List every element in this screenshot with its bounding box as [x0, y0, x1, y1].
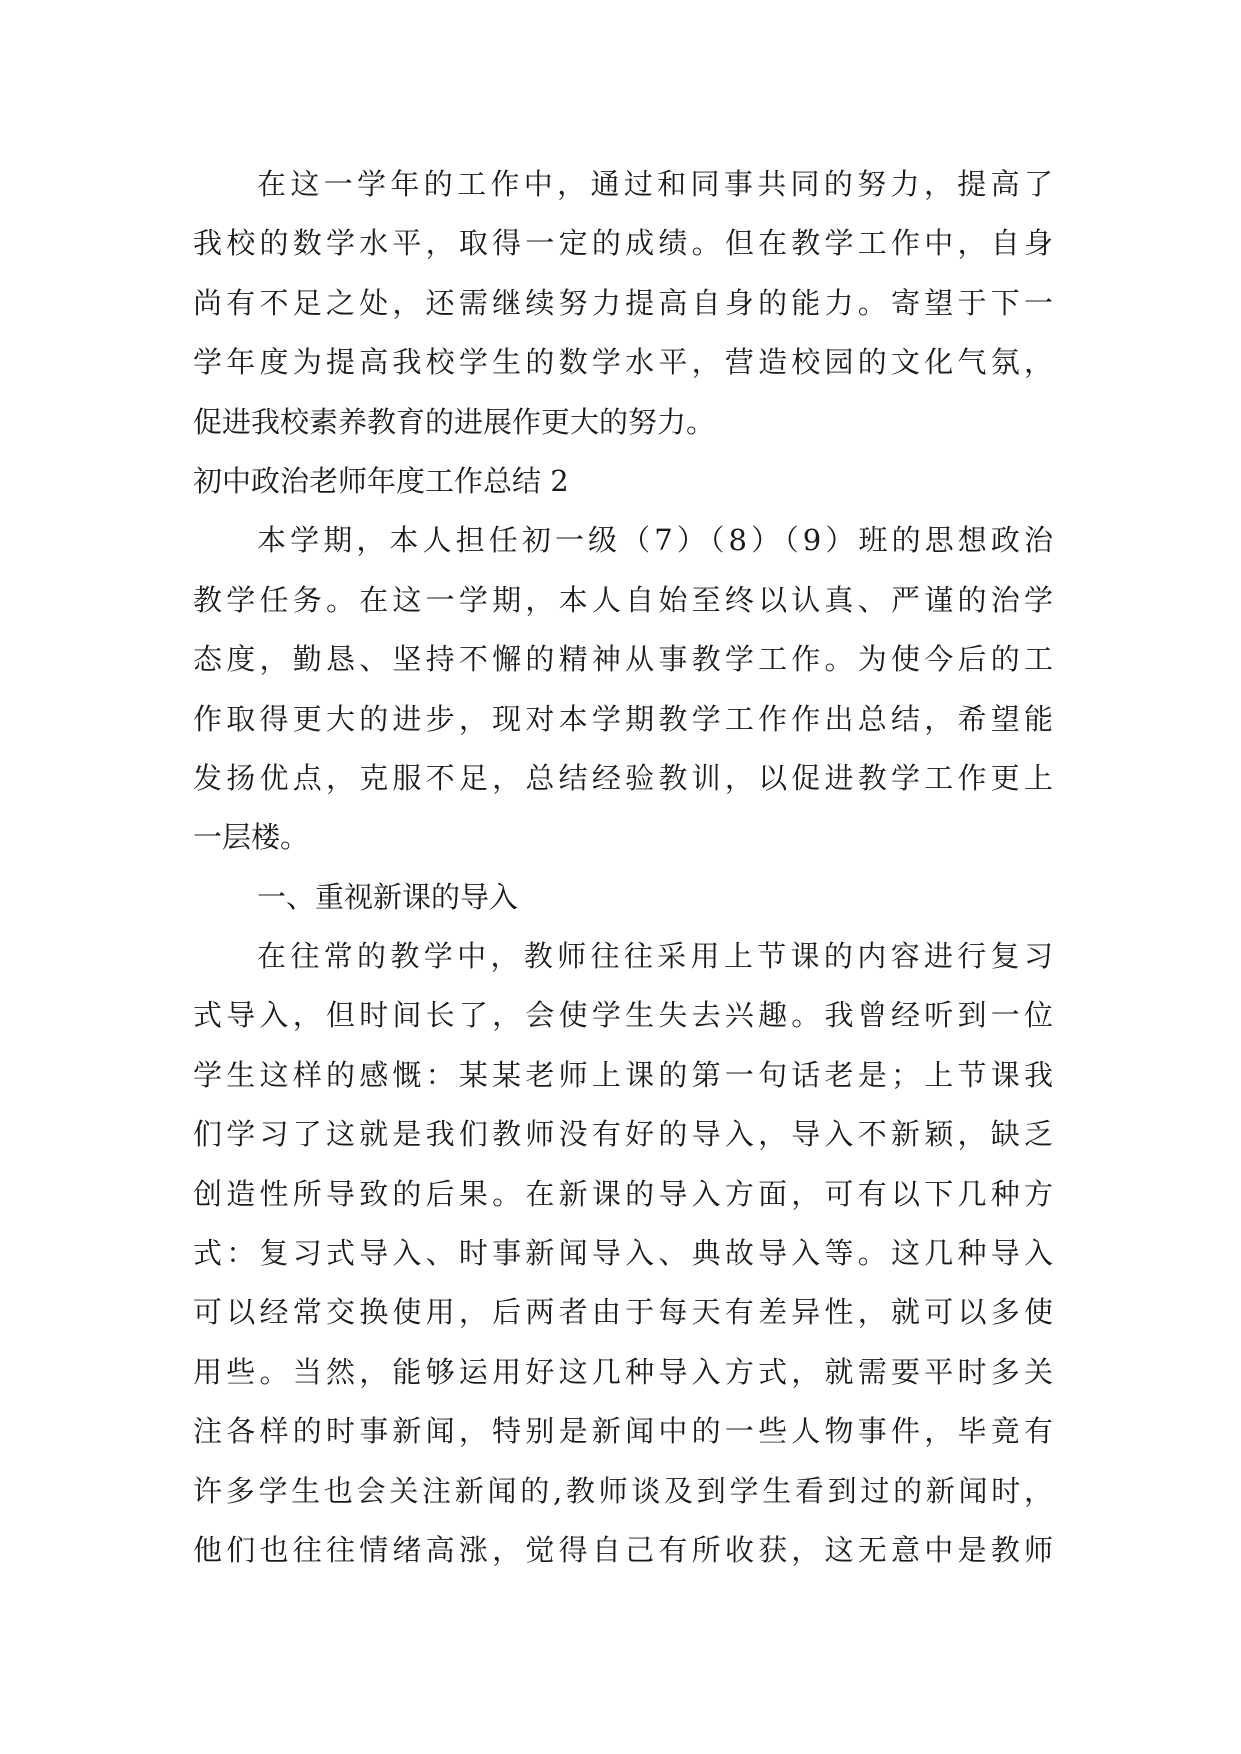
text-line: 初中政治老师年度工作总结 2	[193, 463, 569, 498]
text-line: 在这一学年的工作中，通过和同事共同的努力，提高了	[257, 167, 1053, 201]
text-line: 发扬优点，克服不足，总结经验教训，以促进教学工作更上	[193, 760, 1053, 795]
text-line: 们学习了这就是我们教师没有好的导入，导入不新颖，缺乏	[193, 1117, 1053, 1152]
text-line: 尚有不足之处，还需继续努力提高自身的能力。寄望于下一	[193, 285, 1053, 320]
text-line: 他们也往往情绪高涨，觉得自己有所收获，这无意中是教师	[193, 1532, 1053, 1567]
text-line: 在往常的教学中，教师往往采用上节课的内容进行复习	[257, 939, 1053, 974]
text-line: 态度，勤恳、坚持不懈的精神从事教学工作。为使今后的工	[193, 642, 1053, 677]
text-line: 许多学生也会关注新闻的,教师谈及到学生看到过的新闻时，	[193, 1473, 1053, 1508]
text-line: 式：复习式导入、时事新闻导入、典故导入等。这几种导入	[193, 1236, 1053, 1271]
text-line: 学生这样的感慨：某某老师上课的第一句话老是；上节课我	[193, 1057, 1053, 1092]
text-line: 一层楼。	[193, 820, 310, 855]
text-line: 我校的数学水平，取得一定的成绩。但在教学工作中，自身	[193, 226, 1053, 261]
text-line: 用些。当然，能够运用好这几种导入方式，就需要平时多关	[193, 1354, 1053, 1389]
text-line: 创造性所导致的后果。在新课的导入方面，可有以下几种方	[193, 1176, 1053, 1211]
text-line: 可以经常交换使用，后两者由于每天有差异性，就可以多使	[193, 1295, 1053, 1330]
text-line: 学年度为提高我校学生的数学水平，营造校园的文化气氛，	[193, 345, 1053, 380]
text-line: 式导入，但时间长了，会使学生失去兴趣。我曾经听到一位	[193, 998, 1053, 1033]
text-line: 教学任务。在这一学期，本人自始至终以认真、严谨的治学	[193, 582, 1053, 617]
text-line: 一、重视新课的导入	[257, 879, 519, 914]
text-line: 本学期，本人担任初一级（7）（8）（9）班的思想政治	[257, 523, 1053, 558]
text-line: 注各样的时事新闻，特别是新闻中的一些人物事件，毕竟有	[193, 1414, 1053, 1449]
text-line: 促进我校素养教育的进展作更大的努力。	[193, 404, 716, 439]
text-line: 作取得更大的进步，现对本学期教学工作作出总结，希望能	[193, 701, 1053, 736]
document-body	[193, 155, 1053, 1580]
